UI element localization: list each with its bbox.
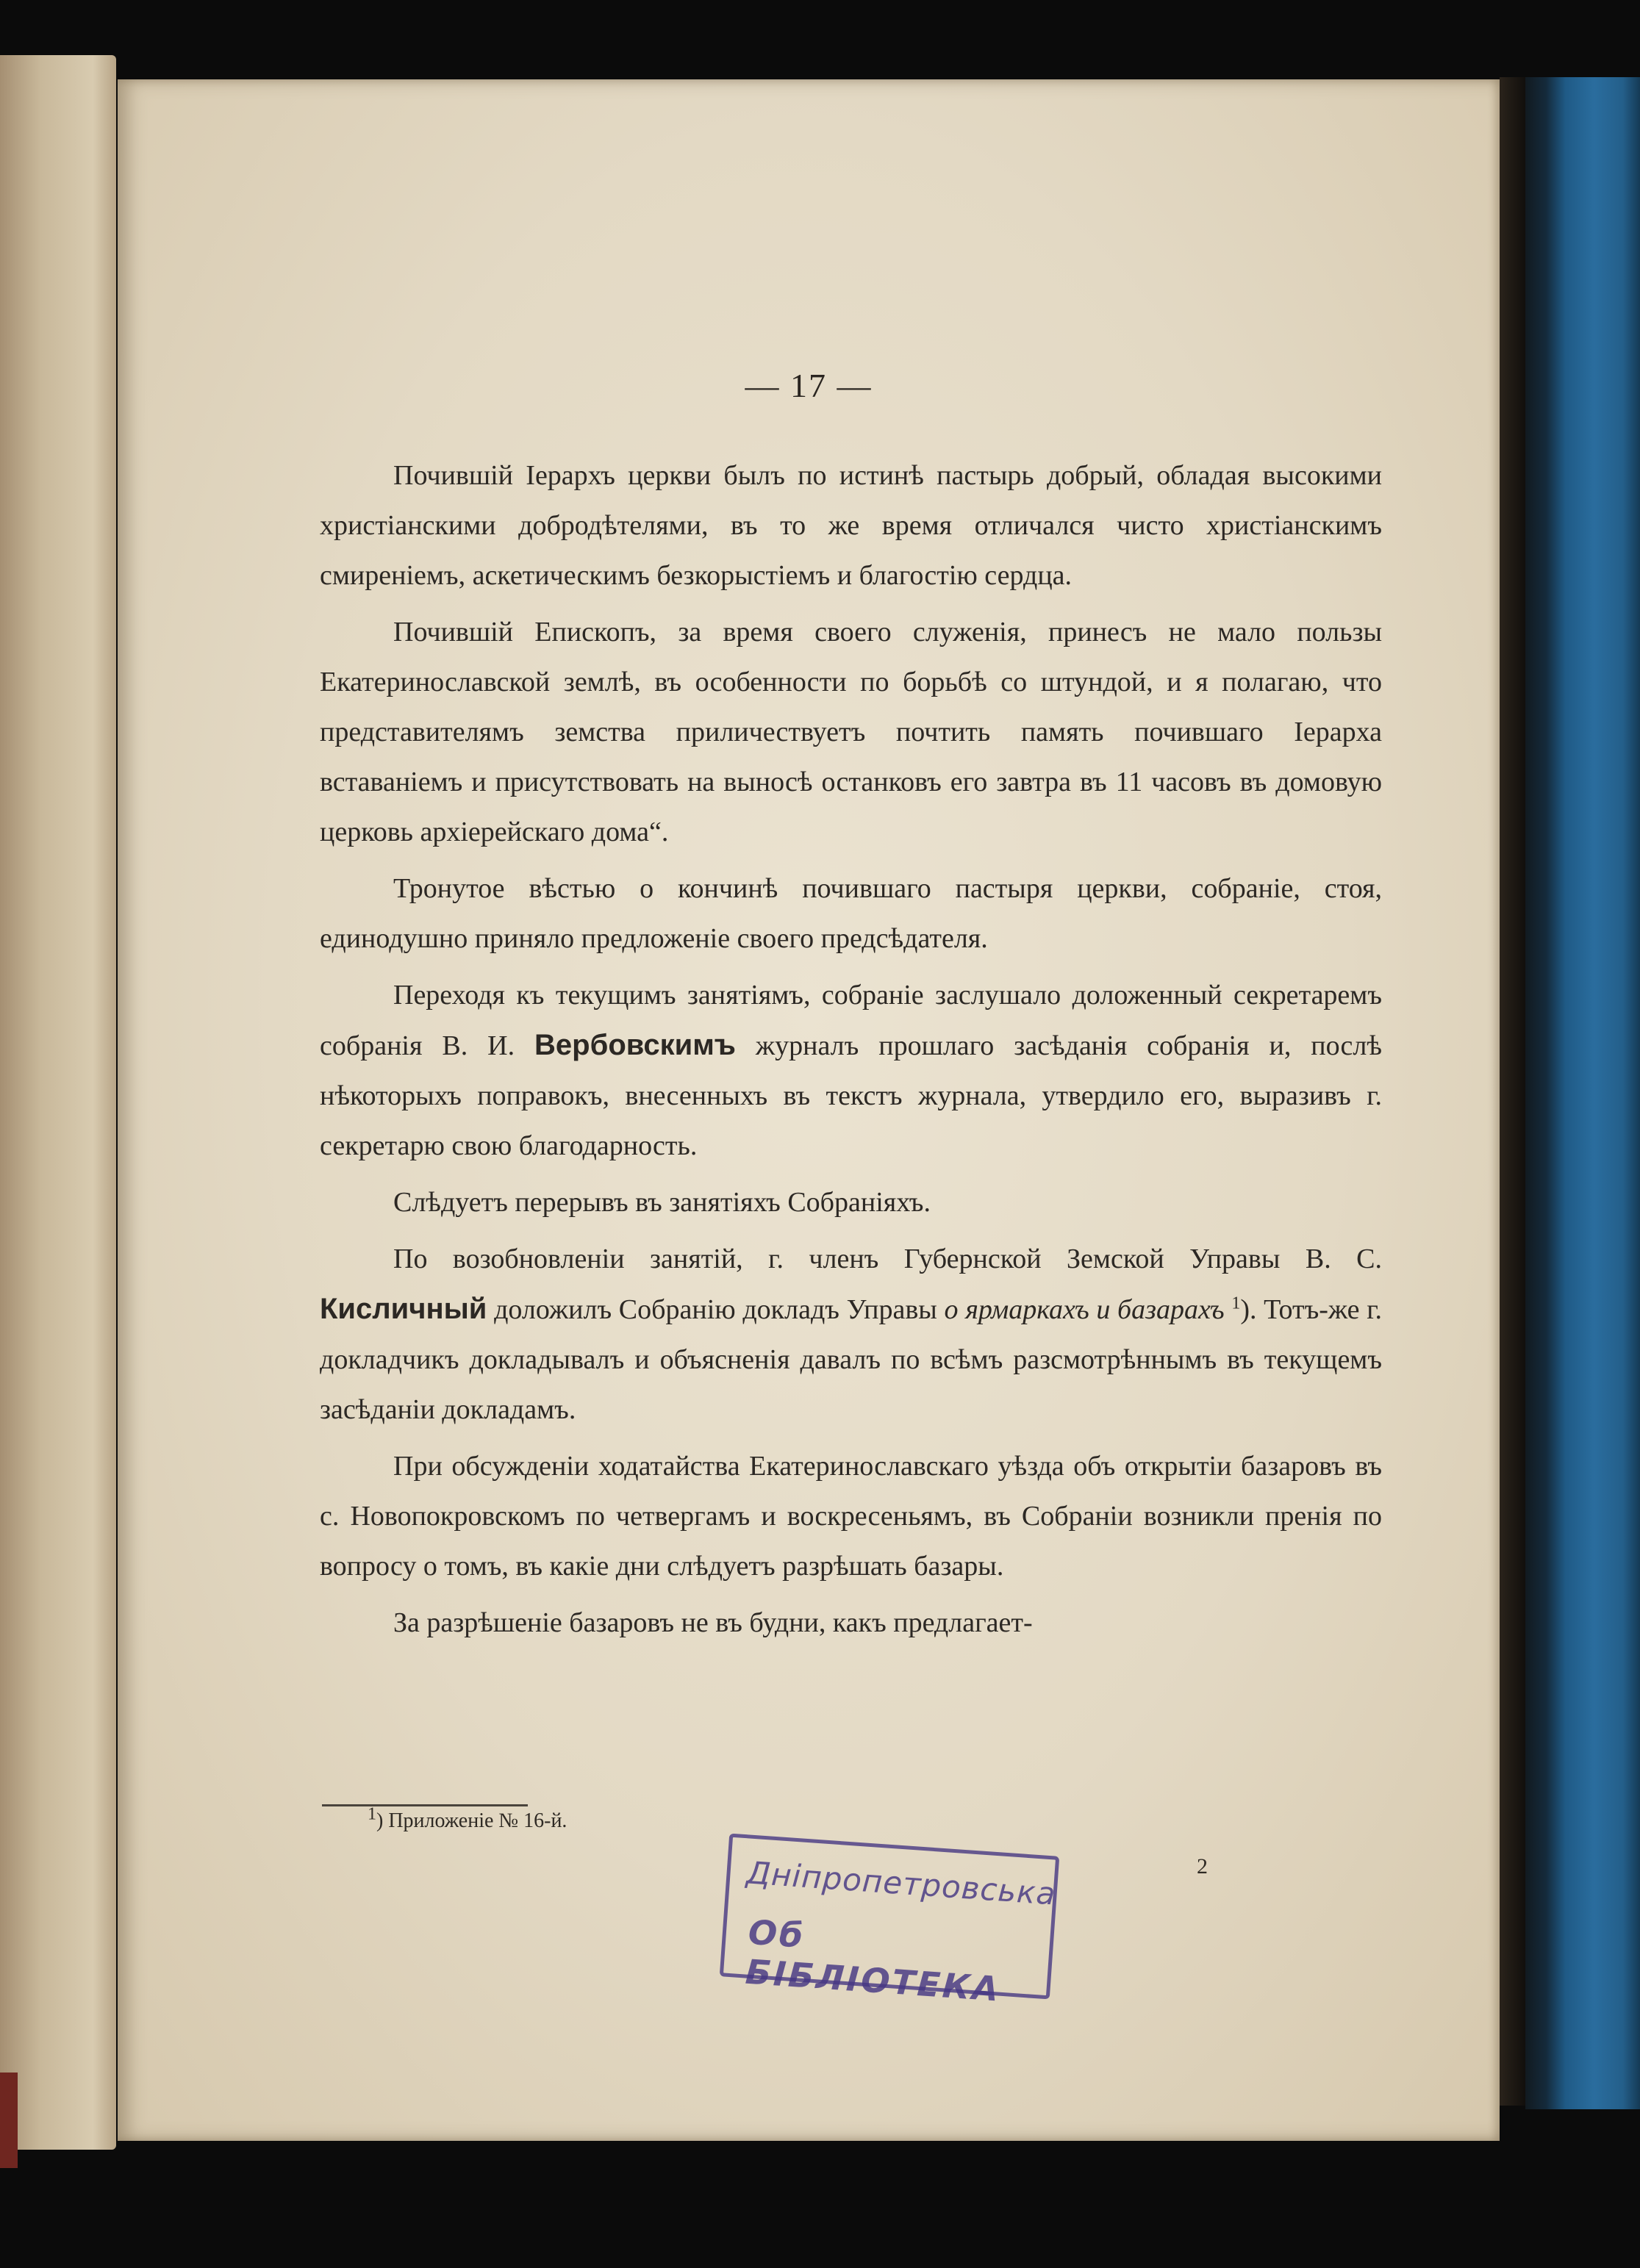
previous-page-edge bbox=[0, 55, 116, 2150]
member-name: Кисличный bbox=[320, 1293, 487, 1325]
page-number: — 17 — bbox=[745, 367, 873, 404]
footnote-marker: 1 bbox=[368, 1804, 376, 1824]
blue-book-cover bbox=[1525, 77, 1640, 2109]
paragraph-8: За разрѣшеніе базаровъ не въ будни, какъ предлагает- bbox=[393, 1607, 1033, 1638]
footnote-reference: 1 bbox=[1231, 1293, 1241, 1313]
page-body bbox=[320, 451, 1382, 1654]
stamp-line-1: Дніпропетровська bbox=[745, 1854, 1057, 1912]
report-title: о ярмаркахъ и базарахъ bbox=[944, 1294, 1225, 1325]
paragraph-6 bbox=[320, 1234, 1382, 1435]
book-page bbox=[118, 79, 1500, 2141]
footnote bbox=[368, 1804, 567, 1833]
paragraph-7: При обсужденіи ходатайства Екатеринославскаго уѣзда объ открытіи базаровъ въ с. Новопокровскомъ по четвергамъ и воскресеньямъ, въ Собраніи возникли пренія по вопросу о томъ, въ какіе дни слѣдуетъ разрѣшать базары. bbox=[320, 1451, 1382, 1582]
paragraph-3: Тронутое вѣстью о кончинѣ почившаго пастыря церкви, собраніе, стоя, единодушно приняло предложеніе своего предсѣдателя. bbox=[320, 873, 1382, 954]
paragraph-1: Почившій Іерархъ церкви былъ по истинѣ пастырь добрый, обладая высокими христіанскими добродѣтелями, въ то же время отличался чисто христіанскимъ смиреніемъ, аскетическимъ безкорыстіемъ и благостію сердца. bbox=[320, 460, 1382, 591]
paragraph-2: Почившій Епископъ, за время своего служенія, принесъ не мало пользы Екатеринославской землѣ, въ особенности по борьбѣ со штундой, и я полагаю, что представителямъ земства приличествуетъ почтить память почившаго Іерарха вставаніемъ и присутствовать на выносѣ останковъ его завтра въ 11 часовъ въ домовую церковь архіерейскаго дома“. bbox=[320, 617, 1382, 847]
paragraph-5: Слѣдуетъ перерывъ въ занятіяхъ Собраніяхъ. bbox=[393, 1187, 931, 1218]
left-cover-edge-bottom bbox=[0, 2073, 18, 2168]
footnote-divider bbox=[322, 1804, 528, 1806]
secretary-name: Вербовскимъ bbox=[534, 1029, 736, 1061]
spine-shadow bbox=[1500, 77, 1529, 2106]
paragraph-6-middle: доложилъ Собранію докладъ Управы bbox=[494, 1294, 937, 1325]
paragraph-6-end: ). Тотъ-же г. докладчикъ докладывалъ и объясненія давалъ по всѣмъ разсмотрѣннымъ въ текущемъ засѣданіи докладамъ. bbox=[320, 1294, 1383, 1425]
paragraph-4-end: журналъ прошлаго засѣданія собранія и, послѣ нѣкоторыхъ поправокъ, внесенныхъ въ текстъ журнала, утвердило его, выразивъ г. секретарю свою благодарность. bbox=[320, 1030, 1383, 1161]
footnote-text: ) Приложеніе № 16-й. bbox=[376, 1809, 567, 1832]
paragraph-6-start: По возобновленіи занятій, г. членъ Губернской Земской Управы В. С. bbox=[393, 1244, 1382, 1274]
library-stamp bbox=[720, 1834, 1060, 2009]
paragraph-4-start: Переходя къ текущимъ занятіямъ, собраніе заслушало доложенный секретаремъ собранія В. И. bbox=[320, 980, 1382, 1061]
signature-mark: 2 bbox=[1197, 1854, 1208, 1878]
stamp-line-2: Об БІБЛІОТЕКА bbox=[744, 1912, 1002, 2009]
paragraph-4 bbox=[320, 970, 1382, 1171]
